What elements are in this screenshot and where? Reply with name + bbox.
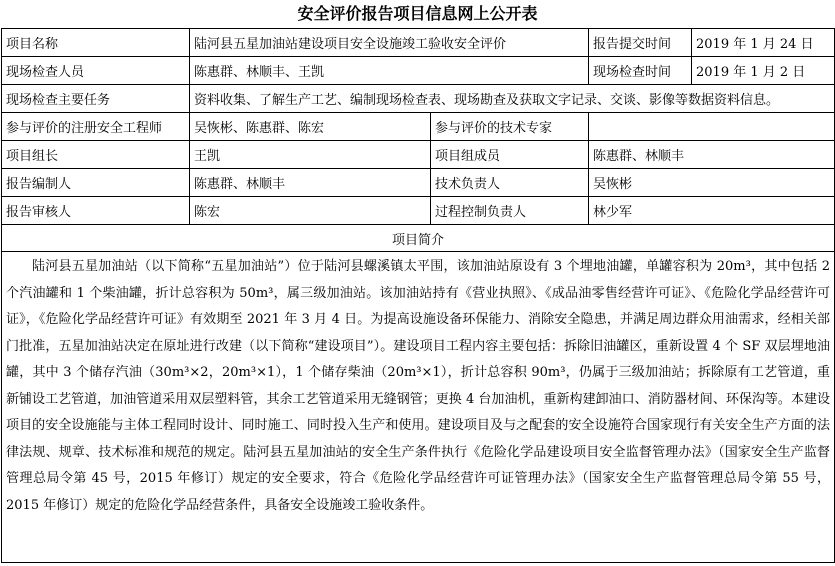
project-name-value: 陆河县五星加油站建设项目安全设施竣工验收安全评价: [190, 29, 589, 57]
inspectors-label: 现场检查人员: [2, 57, 190, 85]
table-row: [2, 169, 835, 197]
team-leader-value: 王凯: [190, 141, 431, 169]
intro-heading: 项目简介: [2, 225, 835, 252]
submit-time-label: 报告提交时间: [589, 29, 692, 57]
engineers-value: 吴恢彬、陈惠群、陈宏: [190, 113, 431, 141]
report-author-value: 陈惠群、林顺丰: [190, 169, 431, 197]
report-reviewer-value: 陈宏: [190, 197, 431, 225]
table-row: [2, 113, 835, 141]
tech-experts-label: 参与评价的技术专家: [431, 113, 589, 141]
tech-experts-value: [589, 113, 835, 141]
table-row: [2, 252, 835, 563]
project-name-label: 项目名称: [2, 29, 190, 57]
report-author-label: 报告编制人: [2, 169, 190, 197]
report-reviewer-label: 报告审核人: [2, 197, 190, 225]
team-members-label: 项目组成员: [431, 141, 589, 169]
process-controller-label: 过程控制负责人: [431, 197, 589, 225]
engineers-label: 参与评价的注册安全工程师: [2, 113, 190, 141]
table-row: [2, 29, 835, 57]
team-leader-label: 项目组长: [2, 141, 190, 169]
page-title: 安全评价报告项目信息网上公开表: [297, 4, 538, 23]
intro-text: 陆河县五星加油站（以下简称“五星加油站”）位于陆河县螺溪镇太平围，该加油站原设有 3 个埋地油罐，单罐容积为 20m³，其中包括 2 个汽油罐和 1 个柴油罐，折计总容积为 50m³，属三级加油站。该加油站持有《营业执照》、《成品油零售经营许可证》、《危险化学品经营许可证》，《危险化学品经营许可证》有效期至 2021 年 3 月 4 日。为提高设施设备环保能力、消除安全隐患，并满足周边群众用油需求，经相关部门批准，五星加油站决定在原址进行改建（以下简称“建设项目”）。建设项目工程内容主要包括：拆除旧油罐区，重新设置 4 个 SF 双层埋地油罐，其中 3 个储存汽油（30m³×2，20m³×1），1 个储存柴油（20m³×1），折计总容积 90m³，仍属于三级加油站；拆除原有工艺管道，重新铺设工艺管道，加油管道采用双层塑料管，其余工艺管道采用无缝钢管；更换 4 台加油机，重新构建卸油口、消防器材间、环保沟等。本建设项目的安全设施能与主体工程同时设计、同时施工、同时投入生产和使用。建设项目及与之配套的安全设施符合国家现行有关安全生产方面的法律法规、规章、技术标准和规范的规定。陆河县五星加油站的安全生产条件执行《危险化学品建设项目安全监督管理办法》（国家安全生产监督管理总局令第 45 号，2015 年修订）规定的安全要求，符合《危险化学品经营许可证管理办法》（国家安全生产监督管理总局令第 55 号，2015 年修订）规定的危险化学品经营条件，具备安全设施竣工验收条件。: [2, 252, 835, 563]
main-tasks-value: 资料收集、了解生产工艺、编制现场检查表、现场勘查及获取文字记录、交谈、影像等数据资料信息。: [190, 85, 835, 113]
process-controller-value: 林少军: [589, 197, 835, 225]
main-tasks-label: 现场检查主要任务: [2, 85, 190, 113]
tech-lead-value: 吴恢彬: [589, 169, 835, 197]
inspect-time-value: 2019 年 1 月 2 日: [692, 57, 835, 85]
table-row: [2, 197, 835, 225]
table-row: [2, 225, 835, 252]
table-row: [2, 141, 835, 169]
inspectors-value: 陈惠群、林顺丰、王凯: [190, 57, 589, 85]
team-members-value: 陈惠群、林顺丰: [589, 141, 835, 169]
submit-time-value: 2019 年 1 月 24 日: [692, 29, 835, 57]
inspect-time-label: 现场检查时间: [589, 57, 692, 85]
table-row: [2, 57, 835, 85]
info-table-main: [1, 28, 835, 563]
tech-lead-label: 技术负责人: [431, 169, 589, 197]
table-row: [2, 85, 835, 113]
